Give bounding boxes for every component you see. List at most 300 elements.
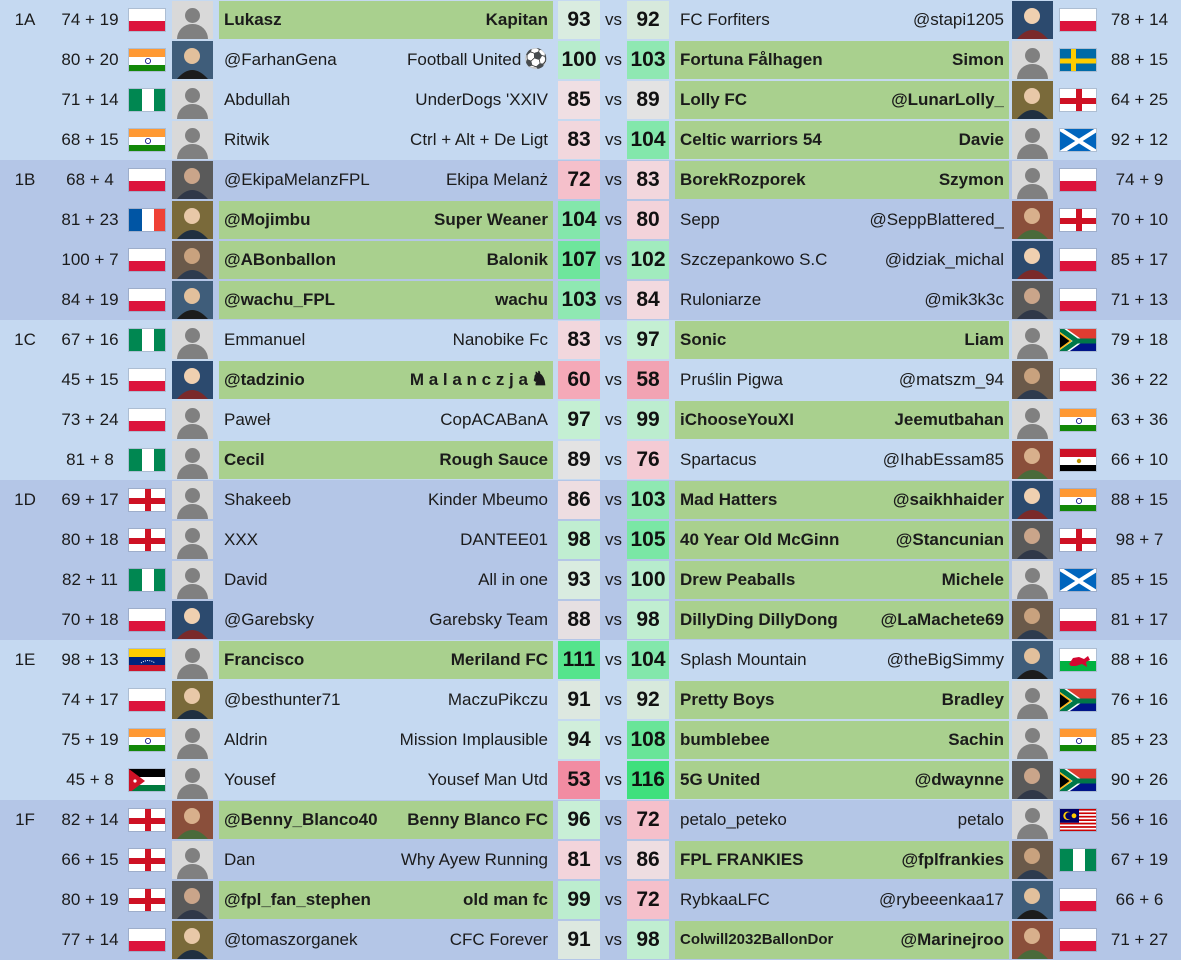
left-team-label: Benny Blanco FC xyxy=(407,810,548,829)
right-manager-name[interactable]: @stapi1205 xyxy=(913,10,1004,29)
left-team-name[interactable] xyxy=(378,281,548,319)
flag-england-icon xyxy=(128,888,166,912)
right-team-name[interactable]: FC Forfiters xyxy=(680,10,770,29)
group-label xyxy=(0,40,50,80)
left-team-name[interactable] xyxy=(378,681,548,719)
right-score: 80 xyxy=(627,201,669,239)
flag-india-icon xyxy=(1059,488,1097,512)
right-manager-name[interactable]: @Marinejroo xyxy=(900,930,1004,949)
right-manager-name[interactable]: @LaMachete69 xyxy=(880,610,1004,629)
right-score: 92 xyxy=(627,681,669,719)
left-team-label: Nanobike Fc xyxy=(452,330,548,349)
left-manager-name[interactable]: @EkipaMelanzFPL xyxy=(224,170,370,189)
left-manager-name[interactable]: Yousef xyxy=(224,770,276,789)
left-score: 53 xyxy=(558,761,600,799)
left-points: 75 + 19 xyxy=(61,730,119,749)
right-score: 72 xyxy=(627,801,669,839)
fixture-row xyxy=(0,120,1181,160)
flag-poland-icon xyxy=(1059,8,1097,32)
right-team-name[interactable]: Ruloniarze xyxy=(680,290,762,309)
avatar-photo[interactable] xyxy=(1012,361,1053,399)
right-score: 103 xyxy=(627,41,669,79)
right-team-panel xyxy=(675,401,1009,439)
fixture-row xyxy=(0,640,1181,680)
avatar-placeholder-icon[interactable] xyxy=(172,321,213,359)
right-points: 67 + 19 xyxy=(1110,850,1169,869)
right-manager-name[interactable]: @dwaynne xyxy=(914,770,1004,789)
right-score: 100 xyxy=(627,561,669,599)
flag-egypt-icon xyxy=(1059,448,1097,472)
right-score: 89 xyxy=(627,81,669,119)
vs-label: vs xyxy=(605,290,622,309)
left-team-label: DANTEE01 xyxy=(460,530,548,549)
right-team-name[interactable]: Spartacus xyxy=(680,450,757,469)
left-points: 45 + 15 xyxy=(61,370,119,389)
avatar-placeholder-icon[interactable] xyxy=(1012,121,1053,159)
left-points: 73 + 24 xyxy=(61,410,119,429)
fixture-row xyxy=(0,880,1181,920)
right-manager-name[interactable]: @SeppBlattered_ xyxy=(869,210,1004,229)
right-team-name[interactable]: DillyDing DillyDong xyxy=(680,610,838,629)
avatar-photo[interactable] xyxy=(172,41,213,79)
left-team-panel xyxy=(219,521,553,559)
left-team-panel xyxy=(219,121,553,159)
avatar-photo[interactable] xyxy=(1012,921,1053,959)
right-team-name[interactable]: Szczepankowo S.C xyxy=(680,250,828,269)
group-label: 1B xyxy=(14,170,36,189)
left-team-label: Why Ayew Running xyxy=(400,850,548,869)
right-manager-name[interactable]: @idziak_michal xyxy=(884,250,1004,269)
right-team-name[interactable]: FPL FRANKIES xyxy=(680,850,804,869)
left-team-name[interactable] xyxy=(378,81,548,119)
right-manager-name[interactable]: @IhabEssam85 xyxy=(882,450,1004,469)
right-team-name[interactable]: petalo_peteko xyxy=(680,810,787,829)
left-points: 74 + 17 xyxy=(61,690,119,709)
right-manager-name[interactable]: @matszm_94 xyxy=(898,370,1004,389)
right-manager-name[interactable]: @Stancunian xyxy=(895,530,1004,549)
flag-scotland-icon xyxy=(1059,128,1097,152)
avatar-photo[interactable] xyxy=(1012,281,1053,319)
left-team-label: Meriland FC xyxy=(450,650,548,669)
right-manager-name[interactable]: Sachin xyxy=(948,730,1004,749)
group-label: 1A xyxy=(14,10,36,29)
left-points: 82 + 11 xyxy=(62,570,118,589)
right-manager-name[interactable]: petalo xyxy=(957,810,1004,829)
right-points: 70 + 10 xyxy=(1110,210,1169,229)
left-team-name[interactable] xyxy=(378,161,548,199)
right-manager-name[interactable]: @theBigSimmy xyxy=(886,650,1004,669)
left-manager-name[interactable]: Abdullah xyxy=(224,90,291,109)
left-team-label: M a l a n c z j a xyxy=(409,370,528,389)
avatar-placeholder-icon[interactable] xyxy=(172,841,213,879)
left-team-name[interactable] xyxy=(378,201,548,239)
right-score: 76 xyxy=(627,441,669,479)
left-team-label: MaczuPikczu xyxy=(447,690,548,709)
right-team-panel xyxy=(675,1,1009,39)
right-team-panel xyxy=(675,561,1009,599)
right-team-name[interactable]: Lolly FC xyxy=(680,90,748,109)
vs-label: vs xyxy=(605,130,622,149)
left-team-label: Kapitan xyxy=(485,10,548,29)
left-team-label: Kinder Mbeumo xyxy=(427,490,548,509)
right-points: 56 + 16 xyxy=(1110,810,1169,829)
vs-label: vs xyxy=(605,90,622,109)
right-manager-name[interactable]: Szymon xyxy=(938,170,1004,189)
vs-label: vs xyxy=(605,370,622,389)
flag-india-icon xyxy=(128,48,166,72)
left-team-label: Yousef Man Utd xyxy=(427,770,548,789)
right-score: 108 xyxy=(627,721,669,759)
left-manager-name[interactable]: Lukasz xyxy=(224,10,282,29)
left-score: 104 xyxy=(558,201,600,239)
flag-poland-icon xyxy=(1059,168,1097,192)
vs-label: vs xyxy=(605,610,622,629)
left-team-name[interactable] xyxy=(378,121,548,159)
right-manager-name[interactable]: Davie xyxy=(958,130,1004,149)
right-team-name[interactable]: Colwill2032BallonDor xyxy=(680,931,834,948)
right-score: 105 xyxy=(627,521,669,559)
left-team-name[interactable] xyxy=(378,641,548,679)
fixture-row xyxy=(0,160,1181,200)
avatar-placeholder-icon[interactable] xyxy=(1012,161,1053,199)
avatar-placeholder-icon[interactable] xyxy=(172,81,213,119)
left-manager-name[interactable]: @ABonballon xyxy=(224,250,336,269)
fixture-row xyxy=(0,480,1181,520)
left-team-label: Ctrl + Alt + De Ligt xyxy=(410,130,548,149)
vs-label: vs xyxy=(605,810,622,829)
right-manager-name[interactable]: @fplfrankies xyxy=(901,850,1004,869)
avatar-photo[interactable] xyxy=(172,921,213,959)
left-points: 84 + 19 xyxy=(61,290,119,309)
left-team-panel xyxy=(219,601,553,639)
left-manager-name[interactable]: David xyxy=(224,570,268,589)
football-icon: ⚽ xyxy=(524,49,548,70)
right-team-name[interactable]: Sonic xyxy=(680,330,727,349)
flag-scotland-icon xyxy=(1059,568,1097,592)
avatar-photo[interactable] xyxy=(1012,881,1053,919)
right-manager-name[interactable]: Simon xyxy=(952,50,1004,69)
left-points: 74 + 19 xyxy=(61,10,119,29)
left-manager-name[interactable]: Dan xyxy=(224,850,256,869)
left-team-name[interactable] xyxy=(378,1,548,39)
left-team-panel xyxy=(219,641,553,679)
left-score: 72 xyxy=(558,161,600,199)
right-score: 98 xyxy=(627,921,669,959)
avatar-placeholder-icon[interactable] xyxy=(172,641,213,679)
fixture-row xyxy=(0,80,1181,120)
right-points: 88 + 15 xyxy=(1110,490,1169,509)
vs-label: vs xyxy=(605,850,622,869)
flag-poland-icon xyxy=(128,928,166,952)
right-score: 86 xyxy=(627,841,669,879)
left-team-name[interactable] xyxy=(378,801,548,839)
vs-label: vs xyxy=(605,210,622,229)
left-team-panel xyxy=(219,841,553,879)
left-team-panel xyxy=(219,1,553,39)
vs-label: vs xyxy=(605,450,622,469)
group-label: 1D xyxy=(14,490,36,509)
avatar-placeholder-icon[interactable] xyxy=(172,561,213,599)
left-team-name[interactable] xyxy=(378,361,548,399)
right-manager-name[interactable]: @rybeeenkaa17 xyxy=(878,890,1004,909)
avatar-placeholder-icon[interactable] xyxy=(1012,401,1053,439)
right-manager-name[interactable]: Jeemutbahan xyxy=(894,410,1004,429)
right-manager-name[interactable]: @LunarLolly_ xyxy=(891,90,1004,109)
left-team-label: CFC Forever xyxy=(449,930,548,949)
flag-nigeria-icon xyxy=(128,448,166,472)
left-manager-name[interactable]: @tadzinio xyxy=(224,370,305,389)
left-score: 91 xyxy=(558,681,600,719)
avatar-photo[interactable] xyxy=(172,201,213,239)
right-team-name[interactable]: iChooseYouXI xyxy=(680,410,794,429)
left-team-panel xyxy=(219,801,553,839)
right-points: 85 + 17 xyxy=(1110,250,1169,269)
left-team-name[interactable] xyxy=(378,481,548,519)
fixture-row xyxy=(0,720,1181,760)
fixture-row xyxy=(0,200,1181,240)
flag-poland-icon xyxy=(1059,248,1097,272)
left-team-label: Mission Implausible xyxy=(399,730,548,749)
left-team-name[interactable] xyxy=(378,921,548,959)
right-team-name[interactable]: Drew Peaballs xyxy=(680,570,796,589)
right-team-name[interactable]: BorekRozporek xyxy=(680,170,806,189)
right-manager-name[interactable]: Bradley xyxy=(941,690,1004,709)
left-team-panel xyxy=(219,721,553,759)
left-manager-name[interactable]: @tomaszorganek xyxy=(224,930,358,949)
right-score: 102 xyxy=(627,241,669,279)
group-label xyxy=(0,880,50,920)
left-manager-name[interactable]: @Mojimbu xyxy=(224,210,311,229)
flag-poland-icon xyxy=(128,288,166,312)
avatar-placeholder-icon[interactable] xyxy=(172,121,213,159)
flag-poland-icon xyxy=(1059,288,1097,312)
right-score: 104 xyxy=(627,121,669,159)
avatar-photo[interactable] xyxy=(172,881,213,919)
group-label xyxy=(0,400,50,440)
left-score: 60 xyxy=(558,361,600,399)
group-label xyxy=(0,760,50,800)
avatar-placeholder-icon[interactable] xyxy=(1012,681,1053,719)
right-points: 98 + 7 xyxy=(1115,530,1164,549)
group-label xyxy=(0,560,50,600)
left-manager-name[interactable]: @FarhanGena xyxy=(224,50,337,69)
left-team-name[interactable] xyxy=(378,721,548,759)
flag-france-icon xyxy=(128,208,166,232)
left-manager-name[interactable]: Aldrin xyxy=(224,730,268,749)
avatar-photo[interactable] xyxy=(172,161,213,199)
left-team-name[interactable] xyxy=(378,841,548,879)
right-points: 71 + 13 xyxy=(1110,290,1169,309)
flag-england-icon xyxy=(1059,208,1097,232)
avatar-placeholder-icon[interactable] xyxy=(172,521,213,559)
right-score: 84 xyxy=(627,281,669,319)
avatar-placeholder-icon[interactable] xyxy=(172,401,213,439)
right-team-name[interactable]: Pretty Boys xyxy=(680,690,775,709)
right-points: 63 + 36 xyxy=(1110,410,1169,429)
avatar-photo[interactable] xyxy=(1012,1,1053,39)
right-team-name[interactable]: 40 Year Old McGinn xyxy=(680,530,840,549)
avatar-placeholder-icon[interactable] xyxy=(172,761,213,799)
vs-label: vs xyxy=(605,570,622,589)
avatar-placeholder-icon[interactable] xyxy=(1012,561,1053,599)
right-points: 71 + 27 xyxy=(1110,930,1169,949)
avatar-photo[interactable] xyxy=(172,361,213,399)
right-team-panel xyxy=(675,521,1009,559)
group-label xyxy=(0,120,50,160)
right-team-name[interactable]: Splash Mountain xyxy=(680,650,807,669)
left-team-name[interactable] xyxy=(378,401,548,439)
left-points: 81 + 8 xyxy=(66,450,114,469)
flag-india-icon xyxy=(1059,408,1097,432)
avatar-photo[interactable] xyxy=(1012,641,1053,679)
left-team-name[interactable] xyxy=(378,241,548,279)
right-score: 98 xyxy=(627,601,669,639)
right-team-name[interactable]: 5G United xyxy=(680,770,761,789)
right-team-name[interactable]: bumblebee xyxy=(680,730,770,749)
left-team-label: All in one xyxy=(478,570,548,589)
left-manager-name[interactable]: XXX xyxy=(224,530,259,549)
left-team-name[interactable] xyxy=(378,601,548,639)
avatar-photo[interactable] xyxy=(1012,241,1053,279)
group-label xyxy=(0,240,50,280)
right-team-name[interactable]: RybkaaLFC xyxy=(680,890,770,909)
left-manager-name[interactable]: Emmanuel xyxy=(224,330,306,349)
right-team-name[interactable]: Fortuna Fålhagen xyxy=(680,50,823,69)
vs-label: vs xyxy=(605,650,622,669)
left-manager-name[interactable]: @besthunter71 xyxy=(224,690,341,709)
right-manager-name[interactable]: @saikhhaider xyxy=(892,490,1004,509)
fixture-row xyxy=(0,560,1181,600)
left-manager-name[interactable]: Paweł xyxy=(224,410,271,429)
fixture-row xyxy=(0,240,1181,280)
left-manager-name[interactable]: Francisco xyxy=(224,650,305,669)
left-points: 81 + 23 xyxy=(61,210,119,229)
right-manager-name[interactable]: @mik3k3c xyxy=(924,290,1004,309)
fixture-row xyxy=(0,400,1181,440)
avatar-placeholder-icon[interactable] xyxy=(1012,321,1053,359)
left-manager-name[interactable]: @Benny_Blanco40 xyxy=(224,810,378,829)
group-label xyxy=(0,840,50,880)
left-manager-name[interactable]: @Garebsky xyxy=(224,610,315,629)
right-score: 99 xyxy=(627,401,669,439)
right-team-name[interactable]: Sepp xyxy=(680,210,720,229)
right-team-name[interactable]: Mad Hatters xyxy=(680,490,778,509)
avatar-photo[interactable] xyxy=(1012,201,1053,239)
avatar-placeholder-icon[interactable] xyxy=(1012,721,1053,759)
right-team-panel xyxy=(675,721,1009,759)
left-points: 70 + 18 xyxy=(61,610,119,629)
left-team-panel xyxy=(219,401,553,439)
avatar-placeholder-icon[interactable] xyxy=(172,1,213,39)
left-score: 97 xyxy=(558,401,600,439)
avatar-photo[interactable] xyxy=(1012,601,1053,639)
group-label xyxy=(0,80,50,120)
right-points: 85 + 15 xyxy=(1110,570,1169,589)
flag-england-icon xyxy=(128,528,166,552)
right-team-panel xyxy=(675,601,1009,639)
fixture-row xyxy=(0,320,1181,360)
right-manager-name[interactable]: Michele xyxy=(941,570,1004,589)
avatar-photo[interactable] xyxy=(172,601,213,639)
group-label xyxy=(0,680,50,720)
left-points: 68 + 4 xyxy=(66,170,114,189)
avatar-placeholder-icon[interactable] xyxy=(1012,801,1053,839)
left-team-name[interactable] xyxy=(378,521,548,559)
flag-poland-icon xyxy=(128,608,166,632)
avatar-photo[interactable] xyxy=(1012,841,1053,879)
left-team-name[interactable] xyxy=(378,761,548,799)
right-team-panel xyxy=(675,361,1009,399)
left-manager-name[interactable]: Ritwik xyxy=(224,130,270,149)
avatar-photo[interactable] xyxy=(1012,81,1053,119)
left-points: 98 + 13 xyxy=(61,650,119,669)
left-score: 111 xyxy=(558,641,600,679)
left-team-name[interactable] xyxy=(378,881,548,919)
avatar-placeholder-icon[interactable] xyxy=(172,481,213,519)
avatar-photo[interactable] xyxy=(172,241,213,279)
avatar-photo[interactable] xyxy=(172,681,213,719)
avatar-photo[interactable] xyxy=(172,801,213,839)
right-team-panel xyxy=(675,81,1009,119)
avatar-photo[interactable] xyxy=(1012,481,1053,519)
right-score: 83 xyxy=(627,161,669,199)
left-team-panel xyxy=(219,481,553,519)
fixture-row xyxy=(0,360,1181,400)
right-manager-name[interactable]: Liam xyxy=(964,330,1004,349)
avatar-photo[interactable] xyxy=(1012,521,1053,559)
avatar-placeholder-icon[interactable] xyxy=(172,441,213,479)
left-team-name[interactable] xyxy=(378,41,548,79)
left-team-name[interactable] xyxy=(378,441,548,479)
group-label xyxy=(0,200,50,240)
left-manager-name[interactable]: Cecil xyxy=(224,450,265,469)
right-team-name[interactable]: Pruślin Pigwa xyxy=(680,370,783,389)
left-score: 81 xyxy=(558,841,600,879)
flag-nigeria-icon xyxy=(128,88,166,112)
avatar-placeholder-icon[interactable] xyxy=(1012,41,1053,79)
left-manager-name[interactable]: @wachu_FPL xyxy=(224,290,336,309)
flag-poland-icon xyxy=(1059,368,1097,392)
left-team-panel xyxy=(219,201,553,239)
left-points: 45 + 8 xyxy=(66,770,114,789)
avatar-photo[interactable] xyxy=(1012,441,1053,479)
right-team-panel xyxy=(675,761,1009,799)
left-team-label: UnderDogs 'XXIV xyxy=(415,90,548,109)
left-points: 100 + 7 xyxy=(61,250,119,269)
avatar-placeholder-icon[interactable] xyxy=(172,721,213,759)
right-score: 104 xyxy=(627,641,669,679)
group-label: 1F xyxy=(15,810,35,829)
right-team-name[interactable]: Celtic warriors 54 xyxy=(680,130,822,149)
avatar-photo[interactable] xyxy=(1012,761,1053,799)
fixture-row xyxy=(0,520,1181,560)
left-manager-name[interactable]: Shakeeb xyxy=(224,490,292,509)
left-score: 93 xyxy=(558,561,600,599)
left-manager-name[interactable]: @fpl_fan_stephen xyxy=(224,890,371,909)
right-points: 90 + 26 xyxy=(1110,770,1169,789)
left-points: 66 + 15 xyxy=(61,850,119,869)
right-team-panel xyxy=(675,481,1009,519)
avatar-photo[interactable] xyxy=(172,281,213,319)
fixture-row xyxy=(0,800,1181,840)
left-team-name[interactable] xyxy=(378,561,548,599)
left-team-name[interactable] xyxy=(378,321,548,359)
right-points: 79 + 18 xyxy=(1110,330,1169,349)
right-team-panel xyxy=(675,201,1009,239)
right-team-panel xyxy=(675,321,1009,359)
right-points: 81 + 17 xyxy=(1110,610,1169,629)
left-score: 83 xyxy=(558,321,600,359)
